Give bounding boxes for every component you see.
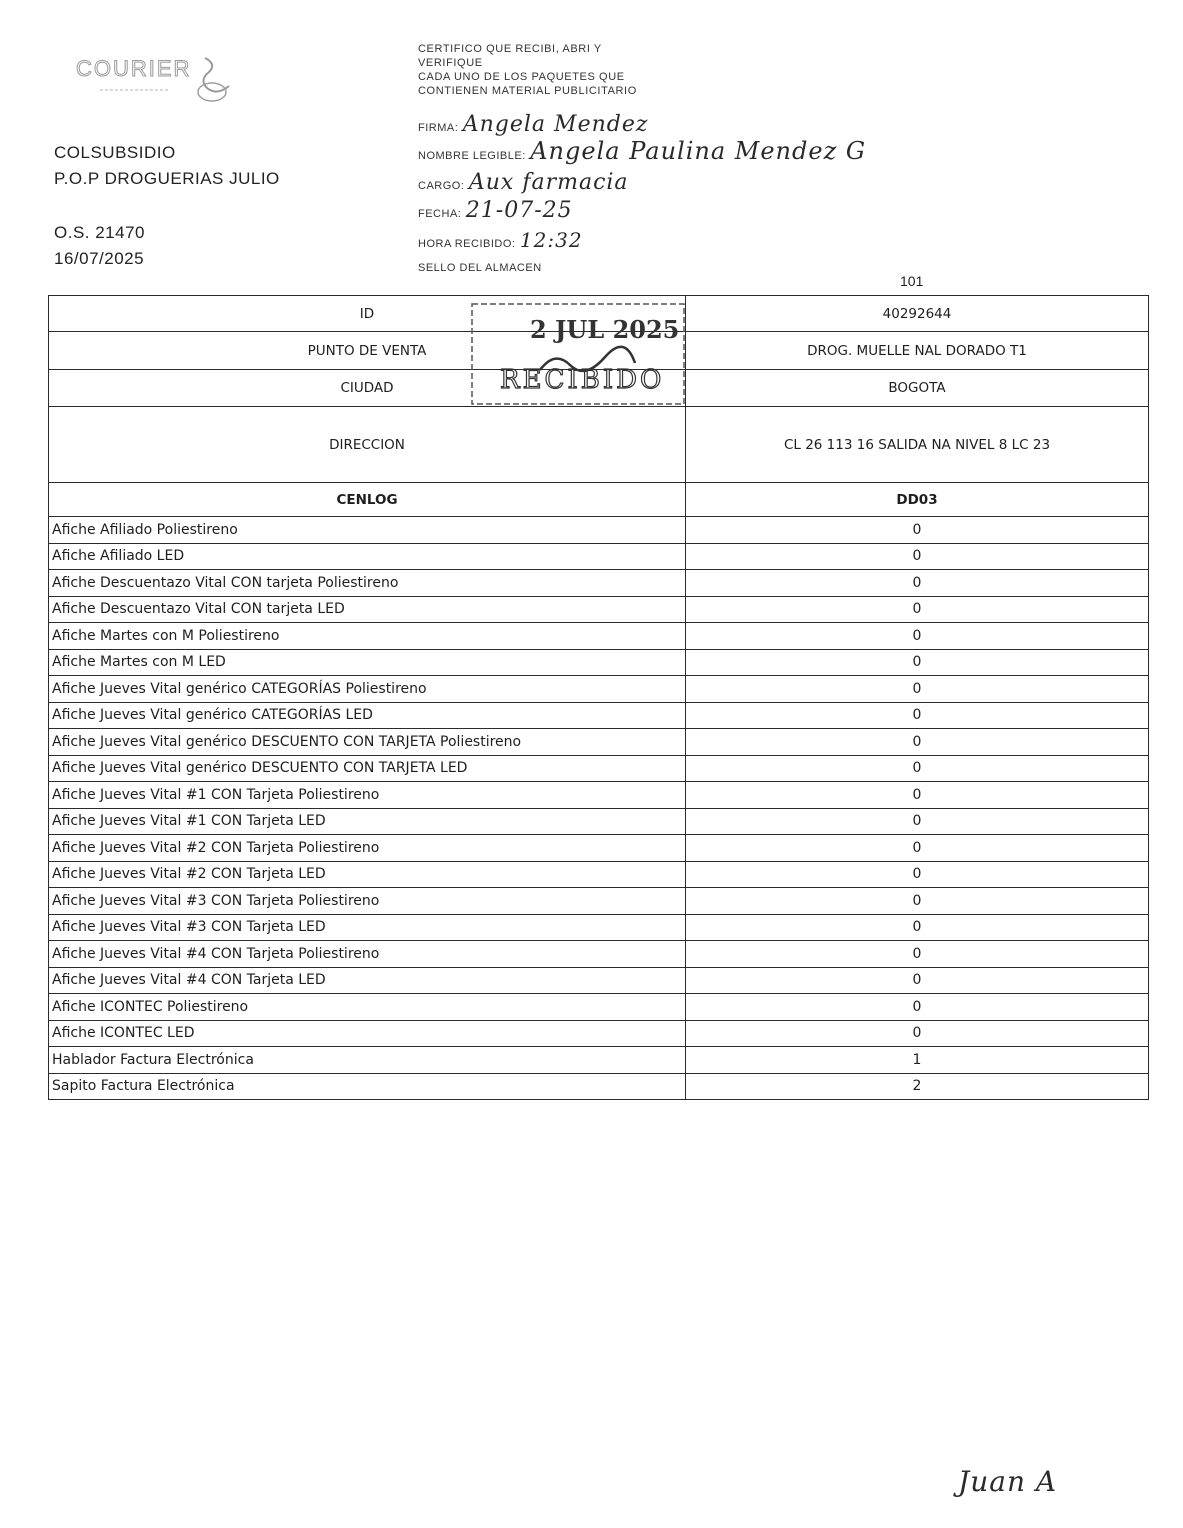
item-name: Afiche Jueves Vital #4 CON Tarjeta Poliestireno bbox=[49, 941, 686, 968]
fecha-value: 21-07-25 bbox=[465, 198, 573, 223]
cargo-value: Aux farmacia bbox=[468, 170, 629, 195]
item-name: Afiche Jueves Vital #3 CON Tarjeta LED bbox=[49, 914, 686, 941]
info-label: PUNTO DE VENTA bbox=[49, 332, 686, 370]
item-quantity: 0 bbox=[686, 755, 1149, 782]
info-label: ID bbox=[49, 296, 686, 332]
info-row-direccion bbox=[49, 407, 1149, 483]
items-list bbox=[49, 517, 1149, 1100]
info-row-cenlog bbox=[49, 483, 1149, 517]
item-row bbox=[49, 729, 1149, 756]
item-quantity: 2 bbox=[686, 1073, 1149, 1100]
item-row bbox=[49, 861, 1149, 888]
item-name: Sapito Factura Electrónica bbox=[49, 1073, 686, 1100]
sello-label: SELLO DEL ALMACEN bbox=[418, 262, 542, 274]
info-value: DROG. MUELLE NAL DORADO T1 bbox=[686, 332, 1149, 370]
stamp-date: 2 JUL 2025 bbox=[530, 315, 680, 344]
item-name: Afiche Martes con M LED bbox=[49, 649, 686, 676]
info-value: CL 26 113 16 SALIDA NA NIVEL 8 LC 23 bbox=[686, 407, 1149, 483]
item-name: Afiche Jueves Vital #3 CON Tarjeta Poliestireno bbox=[49, 888, 686, 915]
firma-field bbox=[418, 112, 648, 137]
item-quantity: 0 bbox=[686, 861, 1149, 888]
order-number: O.S. 21470 bbox=[54, 223, 146, 242]
delivery-table bbox=[48, 295, 1149, 1100]
item-name: Afiche Afiliado LED bbox=[49, 543, 686, 570]
info-value: BOGOTA bbox=[686, 370, 1149, 407]
item-name: Afiche Martes con M Poliestireno bbox=[49, 623, 686, 650]
cargo-field bbox=[418, 170, 629, 195]
company-name: COLSUBSIDIO bbox=[54, 143, 176, 162]
nombre-value: Angela Paulina Mendez G bbox=[530, 137, 867, 165]
item-name: Afiche Jueves Vital genérico CATEGORÍAS Poliestireno bbox=[49, 676, 686, 703]
nombre-label: NOMBRE LEGIBLE: bbox=[418, 150, 526, 162]
item-row bbox=[49, 570, 1149, 597]
item-name: Afiche Jueves Vital #1 CON Tarjeta Poliestireno bbox=[49, 782, 686, 809]
item-row bbox=[49, 596, 1149, 623]
certificate-text bbox=[418, 42, 637, 98]
item-row bbox=[49, 623, 1149, 650]
logo-text: COURIER bbox=[76, 56, 192, 81]
item-quantity: 0 bbox=[686, 782, 1149, 809]
item-name: Afiche Jueves Vital #2 CON Tarjeta LED bbox=[49, 861, 686, 888]
item-quantity: 0 bbox=[686, 517, 1149, 544]
fecha-label: FECHA: bbox=[418, 208, 462, 220]
item-row bbox=[49, 994, 1149, 1021]
firma-signature: Angela Mendez bbox=[462, 112, 649, 137]
item-row bbox=[49, 1073, 1149, 1100]
item-quantity: 0 bbox=[686, 888, 1149, 915]
warehouse-stamp bbox=[470, 300, 690, 410]
item-name: Afiche Descuentazo Vital CON tarjeta Poliestireno bbox=[49, 570, 686, 597]
info-value: DD03 bbox=[686, 483, 1149, 517]
item-name: Afiche Jueves Vital genérico DESCUENTO CON TARJETA Poliestireno bbox=[49, 729, 686, 756]
info-label: DIRECCION bbox=[49, 407, 686, 483]
item-quantity: 0 bbox=[686, 1020, 1149, 1047]
item-quantity: 0 bbox=[686, 596, 1149, 623]
item-row bbox=[49, 782, 1149, 809]
campaign-title: P.O.P DROGUERIAS JULIO bbox=[54, 169, 280, 188]
item-quantity: 0 bbox=[686, 623, 1149, 650]
cargo-label: CARGO: bbox=[418, 180, 465, 192]
stamp-text: RECIBIDO bbox=[500, 365, 665, 395]
item-row bbox=[49, 967, 1149, 994]
item-row bbox=[49, 755, 1149, 782]
info-label: CIUDAD bbox=[49, 370, 686, 407]
item-quantity: 0 bbox=[686, 543, 1149, 570]
item-quantity: 0 bbox=[686, 570, 1149, 597]
fecha-field bbox=[418, 198, 573, 223]
order-date: 16/07/2025 bbox=[54, 249, 145, 268]
item-quantity: 0 bbox=[686, 649, 1149, 676]
certificate-line: CONTIENEN MATERIAL PUBLICITARIO bbox=[418, 85, 637, 97]
info-value: 40292644 bbox=[686, 296, 1149, 332]
item-row bbox=[49, 1047, 1149, 1074]
item-quantity: 0 bbox=[686, 994, 1149, 1021]
nombre-field bbox=[418, 137, 866, 165]
item-row bbox=[49, 888, 1149, 915]
item-row bbox=[49, 676, 1149, 703]
item-row bbox=[49, 808, 1149, 835]
item-quantity: 0 bbox=[686, 702, 1149, 729]
item-row bbox=[49, 543, 1149, 570]
item-quantity: 0 bbox=[686, 729, 1149, 756]
item-row bbox=[49, 835, 1149, 862]
item-quantity: 0 bbox=[686, 808, 1149, 835]
company-logo bbox=[70, 50, 240, 108]
item-name: Afiche ICONTEC Poliestireno bbox=[49, 994, 686, 1021]
item-quantity: 0 bbox=[686, 835, 1149, 862]
item-name: Afiche ICONTEC LED bbox=[49, 1020, 686, 1047]
item-name: Afiche Jueves Vital genérico CATEGORÍAS LED bbox=[49, 702, 686, 729]
certificate-line: VERIFIQUE bbox=[418, 57, 483, 69]
item-name: Afiche Descuentazo Vital CON tarjeta LED bbox=[49, 596, 686, 623]
item-quantity: 0 bbox=[686, 967, 1149, 994]
item-name: Afiche Afiliado Poliestireno bbox=[49, 517, 686, 544]
item-row bbox=[49, 702, 1149, 729]
item-name: Afiche Jueves Vital #2 CON Tarjeta Poliestireno bbox=[49, 835, 686, 862]
item-quantity: 1 bbox=[686, 1047, 1149, 1074]
item-row bbox=[49, 649, 1149, 676]
item-row bbox=[49, 1020, 1149, 1047]
firma-label: FIRMA: bbox=[418, 122, 459, 134]
item-quantity: 0 bbox=[686, 676, 1149, 703]
hora-field bbox=[418, 228, 583, 252]
certificate-line: CERTIFICO QUE RECIBI, ABRI Y bbox=[418, 43, 602, 55]
item-row bbox=[49, 914, 1149, 941]
item-quantity: 0 bbox=[686, 914, 1149, 941]
bottom-signature: Juan A bbox=[958, 1465, 1058, 1498]
item-quantity: 0 bbox=[686, 941, 1149, 968]
info-label: CENLOG bbox=[49, 483, 686, 517]
hora-label: HORA RECIBIDO: bbox=[418, 238, 516, 250]
item-name: Afiche Jueves Vital #1 CON Tarjeta LED bbox=[49, 808, 686, 835]
item-name: Hablador Factura Electrónica bbox=[49, 1047, 686, 1074]
store-number: 101 bbox=[900, 273, 924, 289]
hora-value: 12:32 bbox=[519, 228, 583, 252]
item-name: Afiche Jueves Vital genérico DESCUENTO CON TARJETA LED bbox=[49, 755, 686, 782]
item-row bbox=[49, 517, 1149, 544]
item-row bbox=[49, 941, 1149, 968]
certificate-line: CADA UNO DE LOS PAQUETES QUE bbox=[418, 71, 625, 83]
item-name: Afiche Jueves Vital #4 CON Tarjeta LED bbox=[49, 967, 686, 994]
